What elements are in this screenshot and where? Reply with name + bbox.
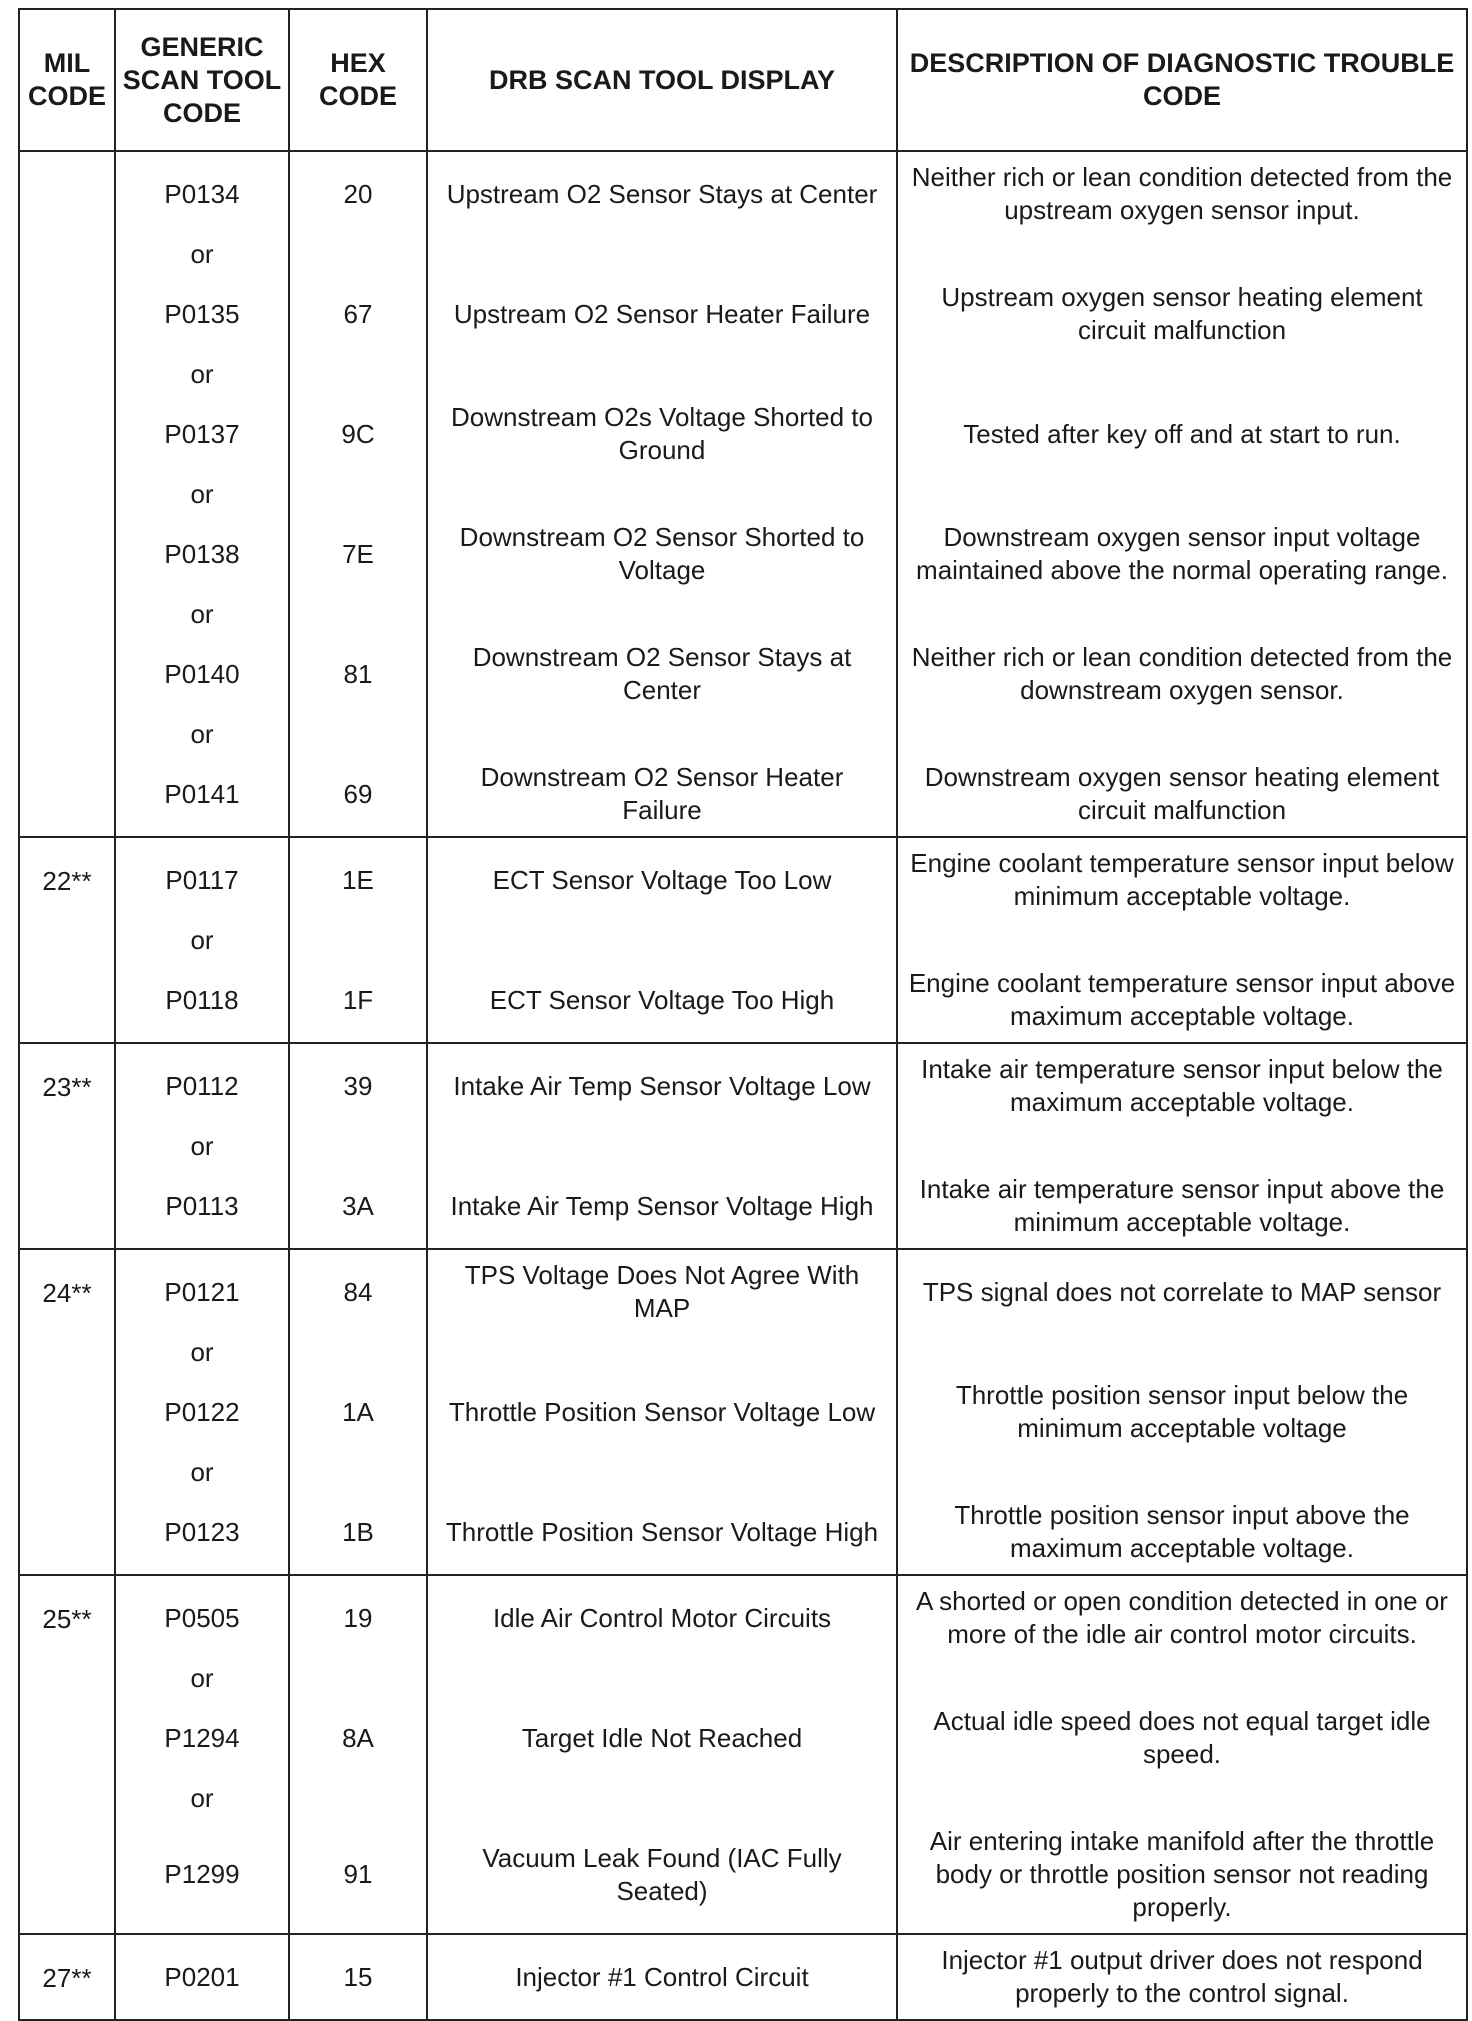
hex-code: 84 xyxy=(343,1276,373,1307)
generic-code: P0117 xyxy=(165,864,239,895)
spacer xyxy=(290,922,426,958)
spacer xyxy=(290,596,426,632)
spacer xyxy=(428,476,896,512)
drb-display-text: Upstream O2 Sensor Heater Failure xyxy=(453,298,871,329)
group-row xyxy=(19,151,1467,837)
dtc-document xyxy=(18,8,1466,2021)
hex-code: 15 xyxy=(343,1961,373,1992)
mil-code-cell: 22** xyxy=(19,837,115,1043)
description-text: Downstream oxygen sensor heating element circuit malfunction xyxy=(924,762,1440,825)
description-text: Engine coolant temperature sensor input below minimum acceptable voltage. xyxy=(910,848,1454,911)
hex-code: 20 xyxy=(343,178,373,209)
hex-code: 19 xyxy=(343,1602,373,1633)
spacer xyxy=(428,356,896,392)
spacer xyxy=(428,1454,896,1490)
description-cell xyxy=(897,1249,1467,1575)
generic-code: P0138 xyxy=(164,538,240,569)
generic-code: P0140 xyxy=(164,658,240,689)
hex-code: 7E xyxy=(342,538,374,569)
or-separator: or xyxy=(190,924,214,955)
description-cell xyxy=(897,837,1467,1043)
drb-display-text: Intake Air Temp Sensor Voltage Low xyxy=(453,1070,871,1101)
description-text: Neither rich or lean condition detected from the upstream oxygen sensor input. xyxy=(911,162,1453,225)
spacer xyxy=(290,236,426,272)
generic-code: P0112 xyxy=(165,1070,239,1101)
generic-code: P0201 xyxy=(164,1961,240,1992)
drb-display-text: Downstream O2 Sensor Heater Failure xyxy=(480,762,844,825)
description-text: Throttle position sensor input below the minimum acceptable voltage xyxy=(955,1380,1409,1443)
generic-code-cell xyxy=(115,837,289,1043)
hex-code-cell xyxy=(289,151,427,837)
spacer xyxy=(898,716,1466,752)
hex-code: 8A xyxy=(342,1722,374,1753)
hex-code: 9C xyxy=(341,418,375,449)
generic-code: P0137 xyxy=(164,418,240,449)
or-separator: or xyxy=(190,1130,214,1161)
hex-code: 39 xyxy=(343,1070,373,1101)
drb-display-text: Intake Air Temp Sensor Voltage High xyxy=(450,1190,874,1221)
drb-display-text: Downstream O2 Sensor Shorted to Voltage xyxy=(459,522,865,585)
spacer xyxy=(428,596,896,632)
group-row xyxy=(19,1043,1467,1249)
spacer xyxy=(290,1454,426,1490)
drb-display-cell xyxy=(427,1043,897,1249)
spacer xyxy=(898,1128,1466,1164)
description-cell xyxy=(897,1575,1467,1934)
drb-display-text: Throttle Position Sensor Voltage High xyxy=(445,1516,879,1547)
mil-code-cell: 24** xyxy=(19,1249,115,1575)
generic-code: P0134 xyxy=(164,178,240,209)
generic-code: P0113 xyxy=(165,1190,239,1221)
header-description: DESCRIPTION OF DIAGNOSTIC TROUBLE CODE xyxy=(897,9,1467,151)
spacer xyxy=(428,1334,896,1370)
group-row xyxy=(19,1249,1467,1575)
spacer xyxy=(290,476,426,512)
hex-code: 81 xyxy=(343,658,373,689)
drb-display-text: Downstream O2 Sensor Stays at Center xyxy=(472,642,852,705)
generic-code-cell xyxy=(115,1575,289,1934)
description-text: Air entering intake manifold after the throttle body or throttle position sensor not reading properly. xyxy=(929,1826,1435,1922)
group-row xyxy=(19,1575,1467,1934)
drb-display-cell xyxy=(427,1934,897,2020)
spacer xyxy=(290,356,426,392)
hex-code-cell xyxy=(289,1043,427,1249)
generic-code-cell xyxy=(115,1043,289,1249)
spacer xyxy=(428,716,896,752)
spacer xyxy=(290,1334,426,1370)
description-text: Intake air temperature sensor input above the minimum acceptable voltage. xyxy=(919,1174,1445,1237)
generic-code: P1294 xyxy=(164,1722,240,1753)
spacer xyxy=(428,236,896,272)
spacer xyxy=(290,1660,426,1696)
or-separator: or xyxy=(190,358,214,389)
description-text: Injector #1 output driver does not respond properly to the control signal. xyxy=(941,1945,1423,2008)
drb-display-text: ECT Sensor Voltage Too Low xyxy=(492,864,832,895)
or-separator: or xyxy=(190,1456,214,1487)
header-row xyxy=(19,9,1467,151)
spacer xyxy=(898,922,1466,958)
description-text: Upstream oxygen sensor heating element circuit malfunction xyxy=(941,282,1423,345)
generic-code: P0505 xyxy=(164,1602,240,1633)
hex-code: 91 xyxy=(343,1859,373,1889)
hex-code-cell xyxy=(289,1575,427,1934)
drb-display-cell xyxy=(427,151,897,837)
description-text: Throttle position sensor input above the maximum acceptable voltage. xyxy=(954,1500,1410,1563)
spacer xyxy=(428,1660,896,1696)
drb-display-text: Throttle Position Sensor Voltage Low xyxy=(448,1396,876,1427)
hex-code: 1A xyxy=(342,1396,374,1427)
dtc-table xyxy=(18,8,1468,2021)
drb-display-text: TPS Voltage Does Not Agree With MAP xyxy=(464,1260,860,1323)
dtc-body xyxy=(19,151,1467,2020)
description-text: Downstream oxygen sensor input voltage maintained above the normal operating range. xyxy=(916,522,1448,585)
group-row xyxy=(19,1934,1467,2020)
drb-display-text: Upstream O2 Sensor Stays at Center xyxy=(446,178,878,209)
generic-code-cell xyxy=(115,151,289,837)
header-hex-code: HEX CODE xyxy=(289,9,427,151)
description-text: Engine coolant temperature sensor input above maximum acceptable voltage. xyxy=(908,968,1456,1031)
drb-display-text: Downstream O2s Voltage Shorted to Ground xyxy=(450,402,873,465)
generic-code: P0123 xyxy=(164,1516,240,1547)
hex-code: 1B xyxy=(342,1516,374,1547)
generic-code: P0118 xyxy=(165,984,239,1015)
spacer xyxy=(290,1780,426,1816)
mil-code-cell: 27** xyxy=(19,1934,115,2020)
or-separator: or xyxy=(190,598,214,629)
generic-code: P1299 xyxy=(164,1859,240,1889)
hex-code: 1E xyxy=(342,864,374,895)
or-separator: or xyxy=(190,718,214,749)
hex-code-cell xyxy=(289,1249,427,1575)
hex-code: 3A xyxy=(342,1190,374,1221)
drb-display-cell xyxy=(427,1575,897,1934)
description-text: A shorted or open condition detected in one or more of the idle air control motor circuits. xyxy=(916,1586,1448,1649)
description-cell xyxy=(897,1934,1467,2020)
header-mil-code: MIL CODE xyxy=(19,9,115,151)
group-row xyxy=(19,837,1467,1043)
drb-display-cell xyxy=(427,1249,897,1575)
spacer xyxy=(428,922,896,958)
description-text: TPS signal does not correlate to MAP sensor xyxy=(922,1276,1442,1307)
spacer xyxy=(428,1128,896,1164)
description-cell xyxy=(897,151,1467,837)
spacer xyxy=(898,596,1466,632)
mil-code-cell: 23** xyxy=(19,1043,115,1249)
drb-display-text: Target Idle Not Reached xyxy=(521,1722,803,1753)
spacer xyxy=(898,1660,1466,1696)
hex-code: 67 xyxy=(343,298,373,329)
hex-code-cell xyxy=(289,1934,427,2020)
header-generic-scan-tool-code: GENERIC SCAN TOOL CODE xyxy=(115,9,289,151)
spacer xyxy=(898,236,1466,272)
or-separator: or xyxy=(190,1662,214,1693)
or-separator: or xyxy=(190,1782,214,1813)
mil-code-cell: 25** xyxy=(19,1575,115,1934)
spacer xyxy=(290,1128,426,1164)
generic-code-cell xyxy=(115,1249,289,1575)
spacer xyxy=(898,1780,1466,1816)
description-text: Neither rich or lean condition detected from the downstream oxygen sensor. xyxy=(911,642,1453,705)
or-separator: or xyxy=(190,238,214,269)
hex-code: 69 xyxy=(343,778,373,809)
drb-display-cell xyxy=(427,837,897,1043)
drb-display-text: Injector #1 Control Circuit xyxy=(515,1961,809,1992)
spacer xyxy=(898,476,1466,512)
drb-display-text: Vacuum Leak Found (IAC Fully Seated) xyxy=(482,1842,842,1906)
spacer xyxy=(428,1780,896,1816)
generic-code-cell xyxy=(115,1934,289,2020)
or-separator: or xyxy=(190,1336,214,1367)
header-drb-scan-tool-display: DRB SCAN TOOL DISPLAY xyxy=(427,9,897,151)
spacer xyxy=(898,356,1466,392)
generic-code: P0121 xyxy=(164,1276,240,1307)
mil-code-cell xyxy=(19,151,115,837)
spacer xyxy=(290,716,426,752)
generic-code: P0141 xyxy=(164,778,240,809)
spacer xyxy=(898,1454,1466,1490)
drb-display-text: ECT Sensor Voltage Too High xyxy=(489,984,835,1015)
description-text: Actual idle speed does not equal target idle speed. xyxy=(933,1706,1431,1769)
or-separator: or xyxy=(190,478,214,509)
description-cell xyxy=(897,1043,1467,1249)
hex-code: 1F xyxy=(342,984,374,1015)
drb-display-text: Idle Air Control Motor Circuits xyxy=(492,1602,832,1633)
spacer xyxy=(898,1334,1466,1370)
description-text: Tested after key off and at start to run. xyxy=(963,418,1401,449)
generic-code: P0122 xyxy=(164,1396,240,1427)
description-text: Intake air temperature sensor input below the maximum acceptable voltage. xyxy=(921,1054,1443,1117)
generic-code: P0135 xyxy=(164,298,240,329)
hex-code-cell xyxy=(289,837,427,1043)
